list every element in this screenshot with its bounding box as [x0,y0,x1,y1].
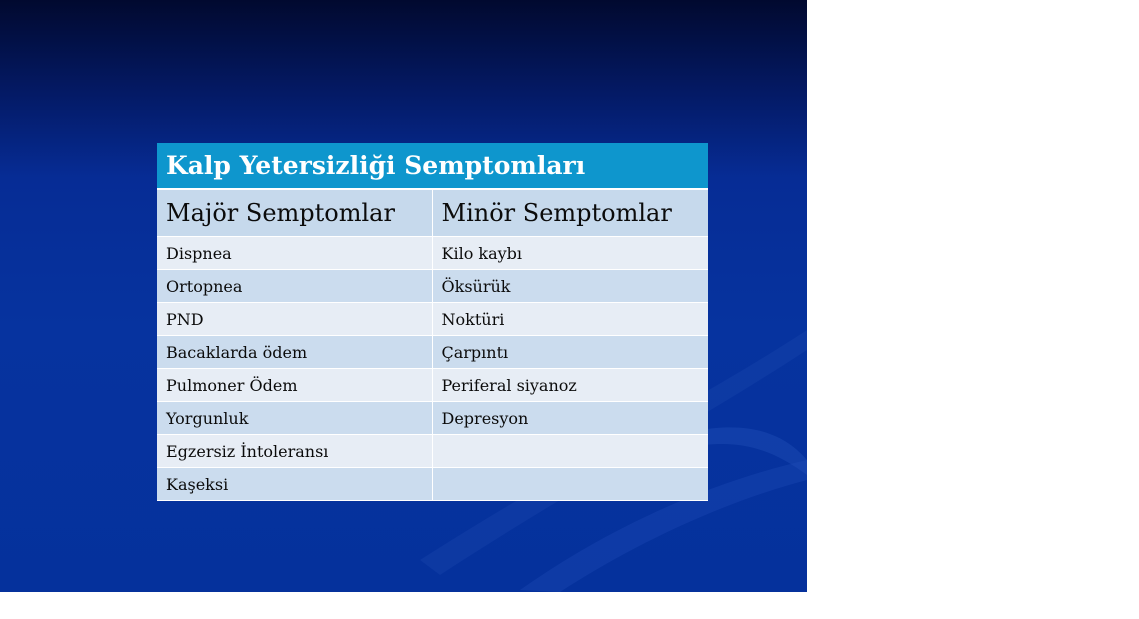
minor-symptom-cell: Kilo kaybı [432,237,708,270]
table-row [157,369,708,402]
minor-symptom-cell [432,435,708,468]
minor-symptom-cell [432,468,708,501]
table-row [157,270,708,303]
major-symptom-cell: Yorgunluk [157,402,432,435]
table-title-row [157,143,708,189]
table-row [157,303,708,336]
minor-symptom-cell: Öksürük [432,270,708,303]
header-major-symptoms: Majör Semptomlar [157,189,432,237]
minor-symptom-cell: Periferal siyanoz [432,369,708,402]
major-symptom-cell: Bacaklarda ödem [157,336,432,369]
table-header-row [157,189,708,237]
table-row [157,468,708,501]
header-minor-symptoms: Minör Semptomlar [432,189,708,237]
major-symptom-cell: PND [157,303,432,336]
table-row [157,237,708,270]
table-row [157,435,708,468]
major-symptom-cell: Ortopnea [157,270,432,303]
minor-symptom-cell: Depresyon [432,402,708,435]
major-symptom-cell: Pulmoner Ödem [157,369,432,402]
symptoms-table-container [157,143,708,505]
major-symptom-cell: Egzersiz İntoleransı [157,435,432,468]
table-title: Kalp Yetersizliği Semptomları [157,143,708,189]
major-symptom-cell: Kaşeksi [157,468,432,501]
minor-symptom-cell: Noktüri [432,303,708,336]
table-row [157,402,708,435]
symptoms-table [157,143,708,501]
minor-symptom-cell: Çarpıntı [432,336,708,369]
major-symptom-cell: Dispnea [157,237,432,270]
table-row [157,336,708,369]
